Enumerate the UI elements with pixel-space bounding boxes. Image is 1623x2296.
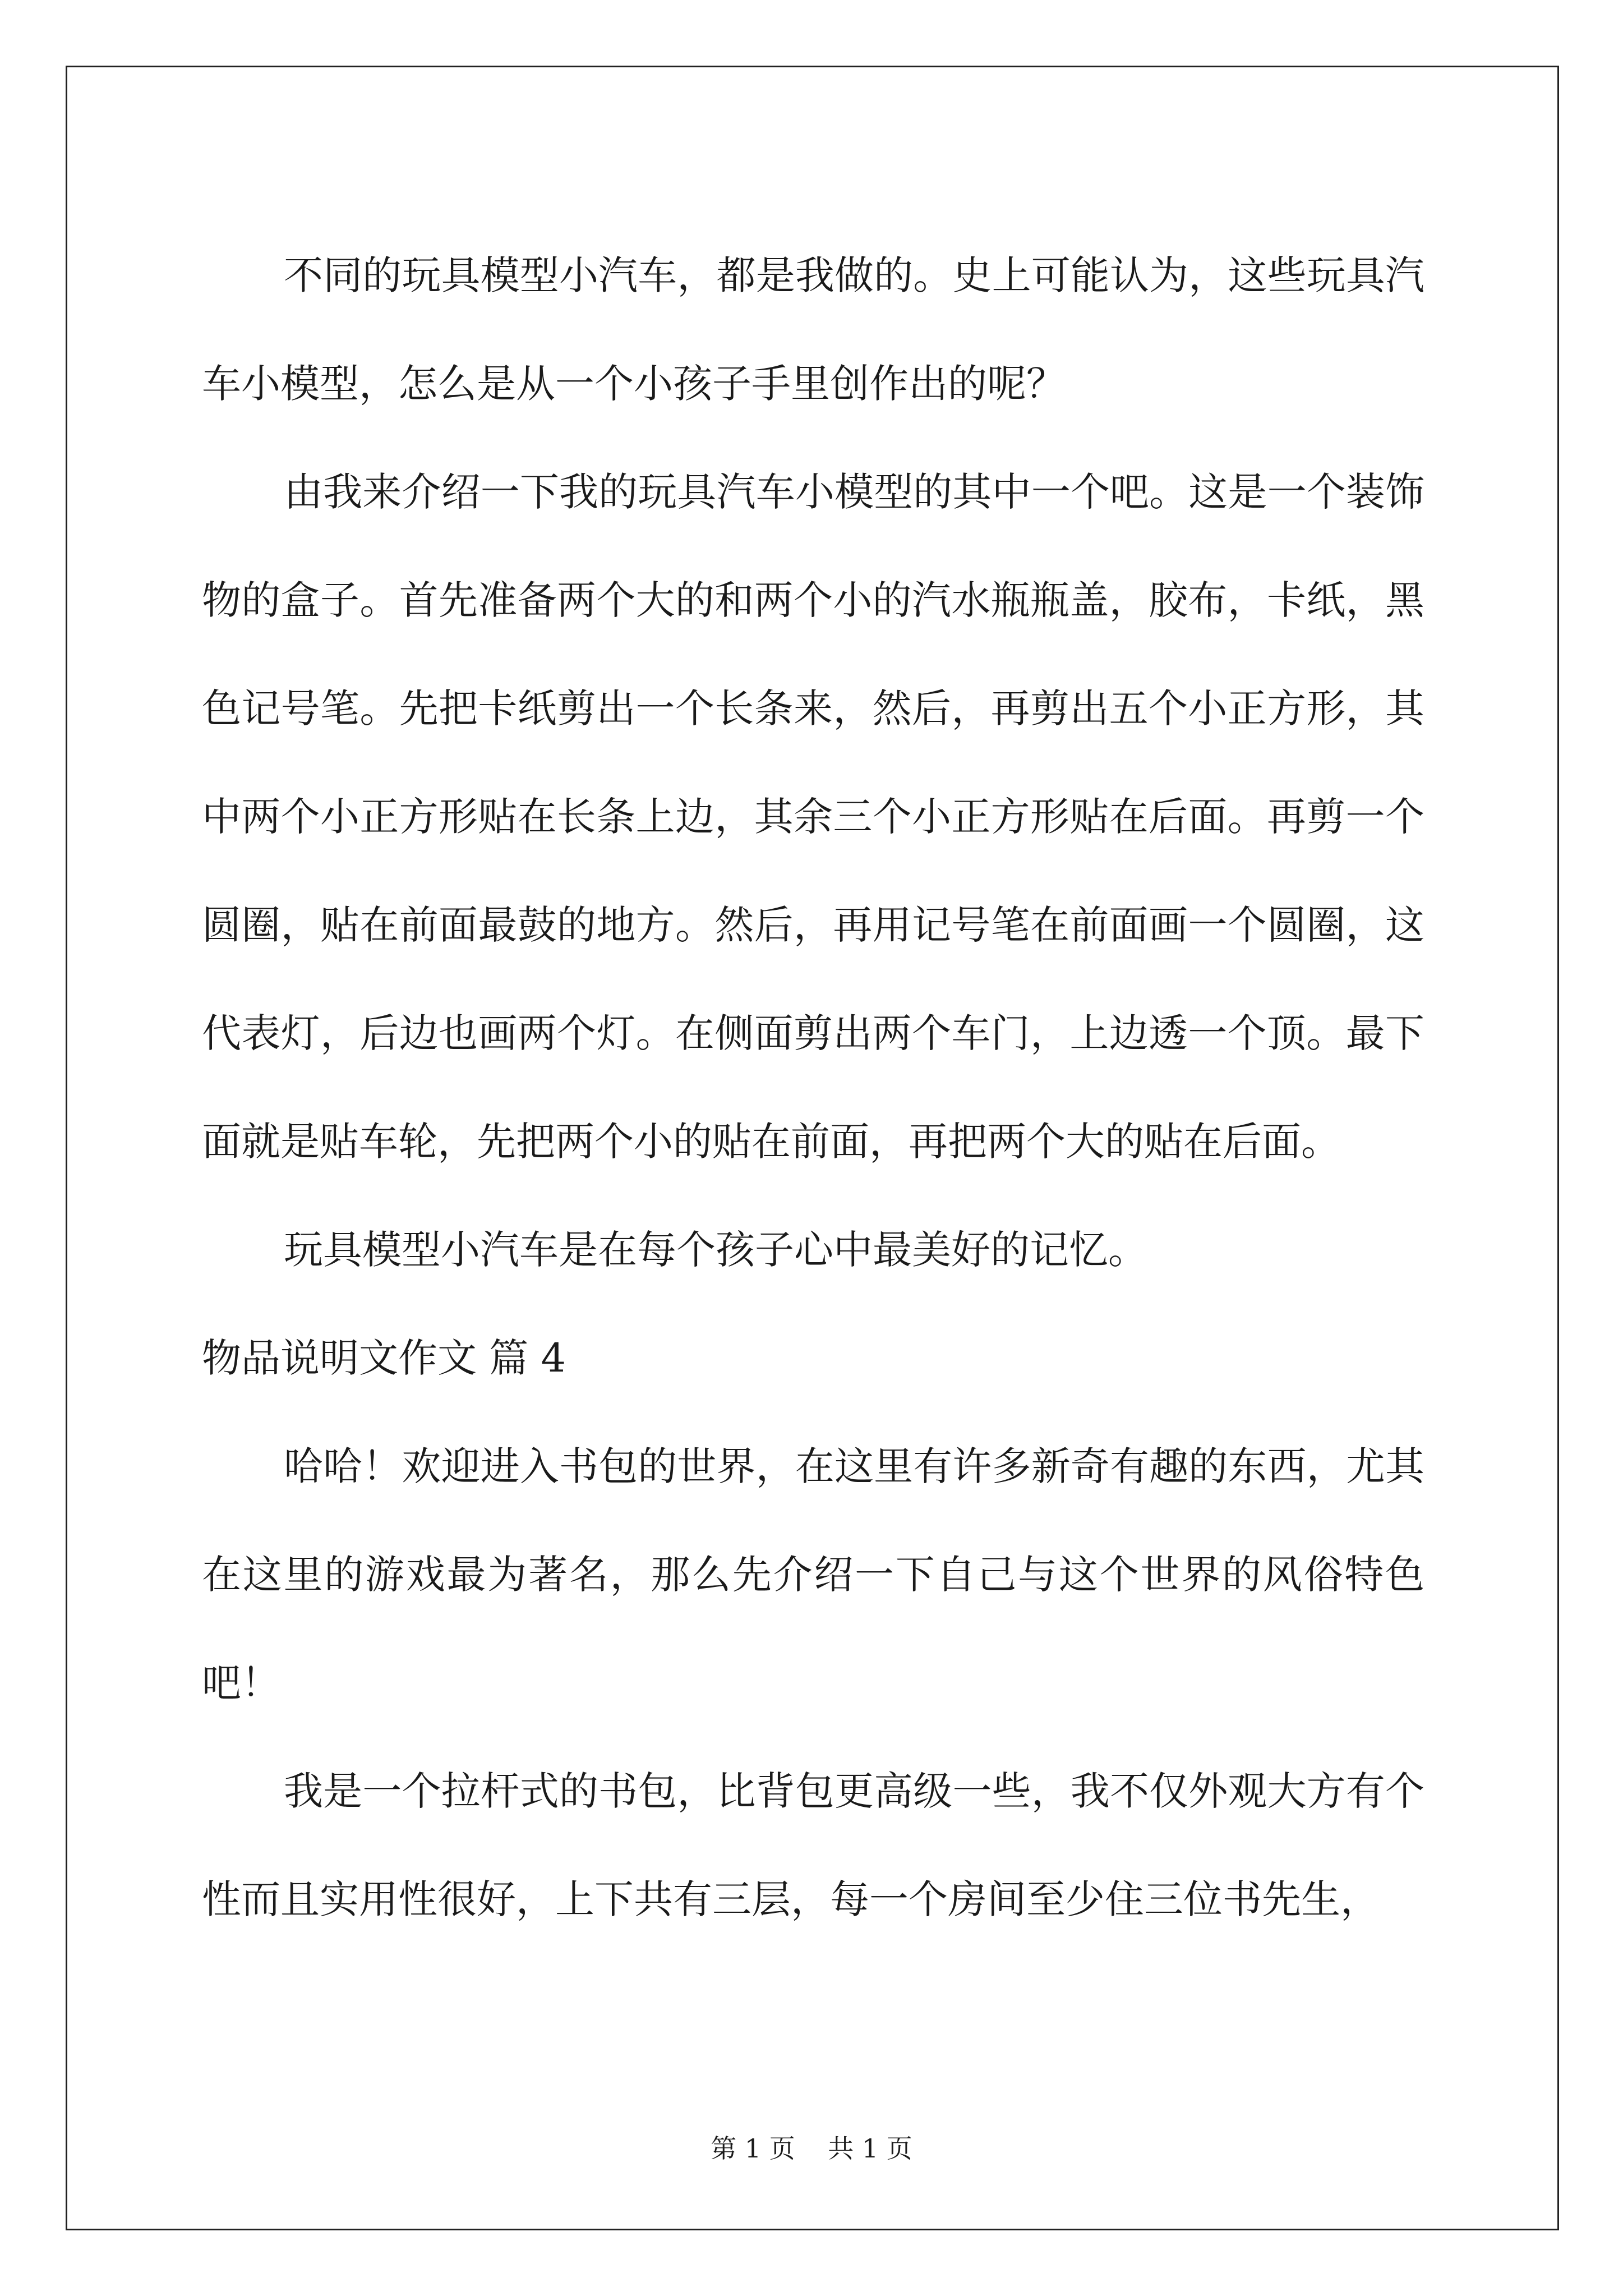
paragraph-schoolbag-welcome: 哈哈！欢迎进入书包的世界，在这里有许多新奇有趣的东西，尤其在这里的游戏最为著名，那么先介绍一下自己与这个世界的风俗特色吧！: [202, 1443, 1424, 1706]
page-footer: [0, 2132, 1623, 2165]
section-heading: 物品说明文作文 篇 4: [202, 1335, 566, 1381]
page-number-label: 第 1 页 共 1 页: [711, 2133, 912, 2164]
paragraph-schoolbag-description: 我是一个拉杆式的书包，比背包更高级一些，我不仅外观大方有个性而且实用性很好，上下共有三层，每一个房间至少住三位书先生，: [202, 1768, 1424, 1922]
paragraph-toy-car-howto: 由我来介绍一下我的玩具汽车小模型的其中一个吧。这是一个装饰物的盒子。首先准备两个大的和两个小的汽水瓶瓶盖，胶布，卡纸，黑色记号笔。先把卡纸剪出一个长条来，然后，再剪出五个小正方形，其中两个小正方形贴在长条上边，其余三个小正方形贴在后面。再剪一个圆圈，贴在前面最鼓的地方。然后，再用记号笔在前面画一个圆圈，这代表灯，后边也画两个灯。在侧面剪出两个车门，上边透一个顶。最下面就是贴车轮，先把两个小的贴在前面，再把两个大的贴在后面。: [202, 469, 1424, 1165]
paragraph-toy-car-memory: 玩具模型小汽车是在每个孩子心中最美好的记忆。: [284, 1227, 1147, 1273]
document-body: [202, 222, 1424, 1954]
paragraph-toy-car-intro: 不同的玩具模型小汽车，都是我做的。史上可能认为，这些玩具汽车小模型，怎么是从一个小孩子手里创作出的呢？: [202, 252, 1424, 407]
